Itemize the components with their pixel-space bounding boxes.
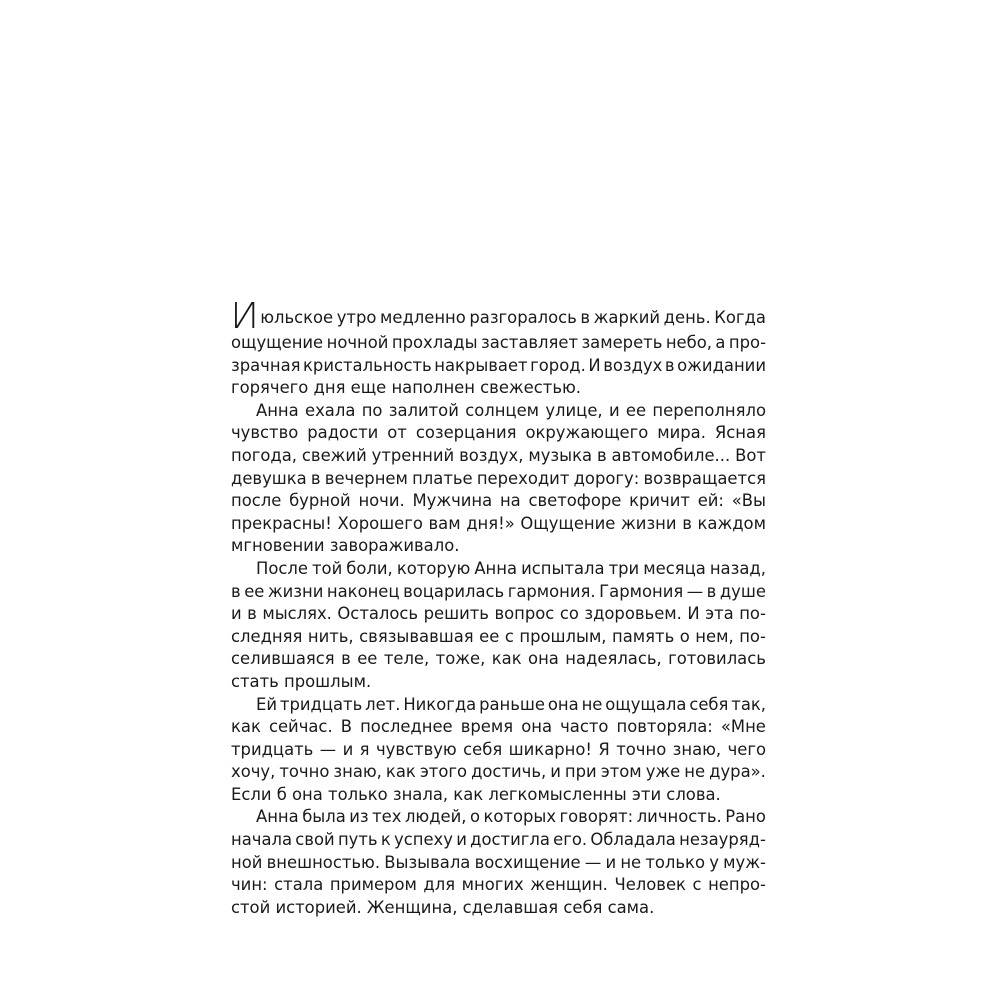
paragraph — [231, 295, 766, 400]
text-line: девушка в вечернем платье переходит дорогу: возвращается — [231, 468, 766, 488]
text-line: погода, свежий утренний воздух, музыка в автомобиле... Вот — [231, 445, 766, 465]
text-line: хочу, точно знаю, как этого достичь, и при этом уже не дура». — [231, 762, 766, 782]
text-line: горячего дня еще наполнен свежестью. — [231, 378, 581, 398]
text-line — [230, 295, 766, 337]
text-line: Анна ехала по залитой солнцем улице, и ее переполняло — [256, 400, 766, 420]
text-line: чувство радости от созерцания окружающего мира. Ясная — [231, 423, 766, 443]
drop-cap: И — [230, 296, 259, 337]
text-line: в ее жизни наконец воцарилась гармония. Гармония — в душе — [231, 581, 766, 601]
text-line: селившаяся в ее теле, тоже, как она надеялась, готовилась — [231, 649, 766, 669]
paragraph — [231, 806, 766, 919]
text-line-content: юльское утро медленно разгоралось в жаркий день. Когда — [260, 308, 766, 328]
body-text — [231, 295, 766, 919]
text-line: стой историей. Женщина, сделавшая себя сама. — [231, 897, 655, 917]
paragraph — [231, 558, 766, 694]
text-line: как сейчас. В последнее время она часто повторяла: «Мне — [231, 717, 766, 737]
text-line: Анна была из тех людей, о которых говорят: личность. Рано — [256, 807, 766, 827]
text-line: после бурной ночи. Мужчина на светофоре кричит ей: «Вы — [231, 491, 766, 511]
text-line: Ей тридцать лет. Никогда раньше она не ощущала себя так, — [256, 694, 766, 714]
text-line: После той боли, которую Анна испытала три месяца назад, — [256, 558, 766, 578]
text-line: следняя нить, связывавшая ее с прошлым, память о нем, по- — [231, 626, 766, 646]
text-line: мгновении завораживало. — [231, 536, 460, 556]
paragraph — [231, 694, 766, 807]
text-line: Если б она только знала, как легкомысленны эти слова. — [231, 784, 721, 804]
text-line: стать прошлым. — [231, 671, 372, 691]
text-line: тридцать — и я чувствую себя шикарно! Я точно знаю, чего — [231, 739, 766, 759]
text-line: ощущение ночной прохлады заставляет замереть небо, а про- — [231, 333, 766, 352]
text-line: зрачная кристальность накрывает город. И воздух в ожидании — [231, 355, 766, 375]
text-line: прекрасны! Хорошего вам дня!» Ощущение жизни в каждом — [231, 513, 766, 533]
paragraph — [231, 400, 766, 558]
text-line: чин: стала примером для многих женщин. Человек с непро- — [231, 875, 766, 895]
text-line: начала свой путь к успеху и достигла его. Обладала незауряд- — [231, 830, 766, 850]
text-line: и в мыслях. Осталось решить вопрос со здоровьем. И эта по- — [231, 604, 766, 624]
text-line: ной внешностью. Вызывала восхищение — и не только у муж- — [231, 852, 766, 872]
